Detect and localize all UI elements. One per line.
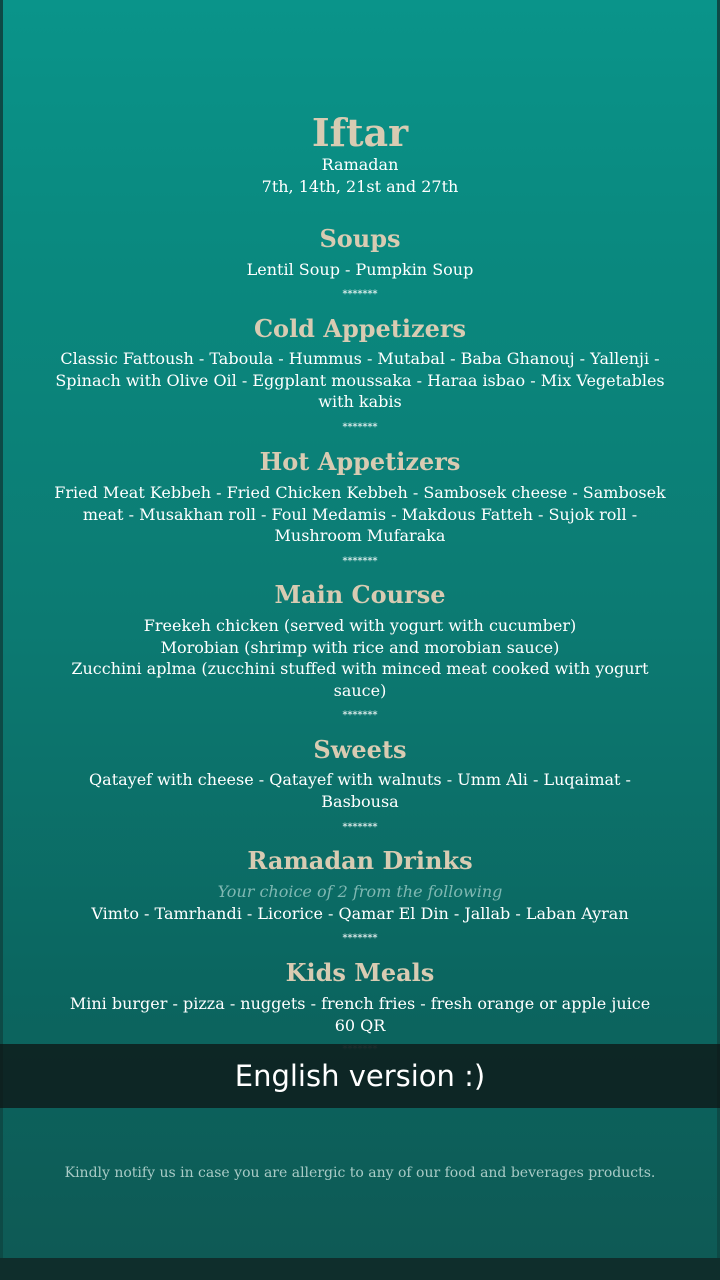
kids-meal-price: 60 QR (334, 1015, 386, 1035)
menu-title: Iftar (311, 110, 409, 155)
section-text-ramadan-drinks: Vimto - Tamrhandi - Licorice - Qamar El Din - Jallab - Laban Ayran (91, 904, 629, 923)
bottom-strip (0, 1258, 720, 1280)
section-heading-sweets: Sweets (313, 735, 407, 764)
section-text-hot-appetizers: Fried Meat Kebbeh - Fried Chicken Kebbeh - Sambosek cheese - Sambosek meat - Musakhan roll - Foul Medamis - Makdous Fatteh - Sujok roll - Mushroom Mufaraka (54, 483, 666, 545)
section-heading-cold-appetizers: Cold Appetizers (253, 314, 467, 343)
allergy-footer-note: Kindly notify us in case you are allergic to any of our food and beverages products. (64, 1165, 656, 1181)
section-text-main-course: Freekeh chicken (served with yogurt with cucumber) Morobian (shrimp with rice and morobian sauce) Zucchini aplma (zucchini stuffed with minced meat cooked with yogurt sauce) (71, 616, 649, 700)
caption-text: English version :) (234, 1059, 486, 1093)
separator: ******* (342, 822, 378, 833)
separator: ******* (342, 556, 378, 567)
drinks-choice-note: Your choice of 2 from the following (217, 882, 503, 901)
section-heading-main-course: Main Course (274, 580, 446, 609)
separator: ******* (342, 289, 378, 300)
section-heading-ramadan-drinks: Ramadan Drinks (247, 846, 473, 875)
menu-subtitle: Ramadan (321, 155, 399, 174)
separator: ******* (342, 933, 378, 944)
separator: ******* (342, 422, 378, 433)
menu-dates: 7th, 14th, 21st and 27th (261, 177, 459, 196)
separator: ******* (342, 710, 378, 721)
section-text-cold-appetizers: Classic Fattoush - Taboula - Hummus - Mutabal - Baba Ghanouj - Yallenji - Spinach with Olive Oil - Eggplant moussaka - Haraa isbao - Mix Vegetables with kabis (55, 349, 665, 411)
section-text-sweets: Qatayef with cheese - Qatayef with walnuts - Umm Ali - Luqaimat - Basbousa (89, 770, 631, 811)
section-heading-hot-appetizers: Hot Appetizers (259, 447, 461, 476)
section-heading-kids-meals: Kids Meals (285, 958, 435, 987)
section-text-soups: Lentil Soup - Pumpkin Soup (246, 260, 474, 279)
section-text-kids-meals: Mini burger - pizza - nuggets - french fries - fresh orange or apple juice 60 QR (31, 993, 689, 1036)
section-heading-soups: Soups (319, 224, 401, 253)
